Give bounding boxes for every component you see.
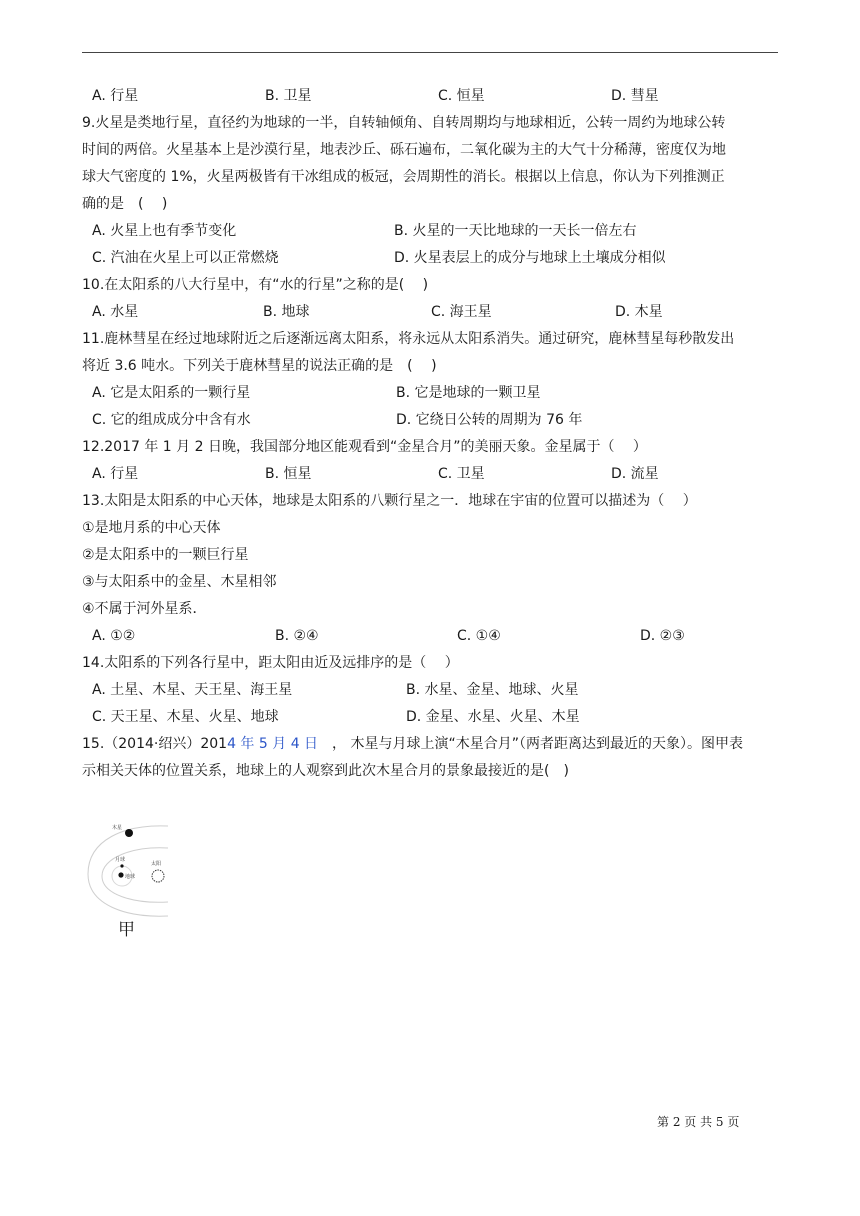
q10-option-a: A. 水星 [92,304,139,320]
q10-option-c: C. 海王星 [431,304,492,320]
q14-stem: 14.太阳系的下列各行星中，距太阳由近及远排序的是（ ） [82,655,459,671]
q11-option-a: A. 它是太阳系的一颗行星 [92,385,251,401]
q9-stem-line-1: 9.火星是类地行星，直径约为地球的一半，自转轴倾角、自转周期均与地球相近，公转一周约为地球公转 [82,115,726,131]
q15-source: 15.（2014·绍兴）201 [82,736,228,752]
q14-option-a: A. 土星、木星、天王星、海王星 [92,682,293,698]
q11-option-c: C. 它的组成成分中含有水 [92,412,251,428]
q8-option-c: C. 恒星 [438,88,485,104]
q11-option-d: D. 它绕日公转的周期为 76 年 [396,412,583,428]
moon-marker [120,864,123,867]
q12-option-a: A. 行星 [92,466,139,482]
figure-jia-orbit-diagram [84,812,174,920]
q13-option-c: C. ①④ [457,628,501,644]
q13-option-d: D. ②③ [640,628,685,644]
q8-option-b: B. 卫星 [265,88,312,104]
q9-stem-line-4: 确的是 ( ) [82,196,168,212]
q14-option-b: B. 水星、金星、地球、火星 [406,682,579,698]
q8-option-a: A. 行星 [92,88,139,104]
moon-label: 月球 [115,857,126,863]
q11-stem-line-2: 将近 3.6 吨水。下列关于鹿林彗星的说法正确的是 ( ) [82,358,437,374]
q10-option-b: B. 地球 [263,304,310,320]
q11-option-b: B. 它是地球的一颗卫星 [396,385,541,401]
earth-marker [118,872,123,877]
q9-option-c: C. 汽油在火星上可以正常燃烧 [92,250,279,266]
page-number-footer: 第 2 页 共 5 页 [657,1115,740,1129]
q13-option-a: A. ①② [92,628,136,644]
header-rule [82,52,778,53]
q13-item-3: ③与太阳系中的金星、木星相邻 [82,574,277,590]
sun-marker [152,870,164,882]
q9-stem-line-2: 时间的两倍。火星基本上是沙漠行星，地表沙丘、砾石遍布，二氧化碳为主的大气十分稀薄，密度仅为地 [82,142,726,158]
q15-stem-rest: ， 木星与月球上演“木星合月”（两者距离达到最近的天象）。图甲表 [318,736,744,752]
q13-option-b: B. ②④ [275,628,319,644]
q12-option-b: B. 恒星 [265,466,312,482]
jupiter-label: 木星 [112,825,123,831]
figure-caption: 甲 [118,920,135,940]
q8-option-d: D. 彗星 [611,88,659,104]
jupiter-marker [125,829,133,837]
q12-stem: 12.2017 年 1 月 2 日晚，我国部分地区能观看到“金星合月”的美丽天象。金星属于（ ） [82,439,647,455]
q11-stem-line-1: 11.鹿林彗星在经过地球附近之后逐渐远离太阳系，将永远从太阳系消失。通过研究，鹿林彗星每秒散发出 [82,331,735,347]
q15-stem-line-2: 示相关天体的位置关系，地球上的人观察到此次木星合月的景象最接近的是( ) [82,763,569,779]
q14-option-d: D. 金星、水星、火星、木星 [406,709,580,725]
q15-date: 4 年 5 月 4 日 [227,736,319,752]
q9-stem-line-3: 球大气密度的 1%，火星两极皆有干冰组成的板冠，会周期性的消长。根据以上信息，你认为下列推测正 [82,169,725,185]
q13-item-2: ②是太阳系中的一颗巨行星 [82,547,249,563]
q14-option-c: C. 天王星、木星、火星、地球 [92,709,279,725]
q15-stem-line-1 [82,735,743,753]
q12-option-c: C. 卫星 [438,466,485,482]
sun-label: 太阳 [151,861,162,867]
q9-option-b: B. 火星的一天比地球的一天长一倍左右 [394,223,637,239]
q13-stem: 13.太阳是太阳系的中心天体，地球是太阳系的八颗行星之一．地球在宇宙的位置可以描述为（ ） [82,493,697,509]
earth-label: 地球 [125,874,136,880]
q9-option-a: A. 火星上也有季节变化 [92,223,237,239]
q13-item-4: ④不属于河外星系． [82,601,207,617]
q13-item-1: ①是地月系的中心天体 [82,520,221,536]
q9-option-d: D. 火星表层上的成分与地球上土壤成分相似 [394,250,666,266]
q12-option-d: D. 流星 [611,466,659,482]
q10-stem: 10.在太阳系的八大行星中，有“水的行星”之称的是( ) [82,277,429,293]
q10-option-d: D. 木星 [615,304,663,320]
